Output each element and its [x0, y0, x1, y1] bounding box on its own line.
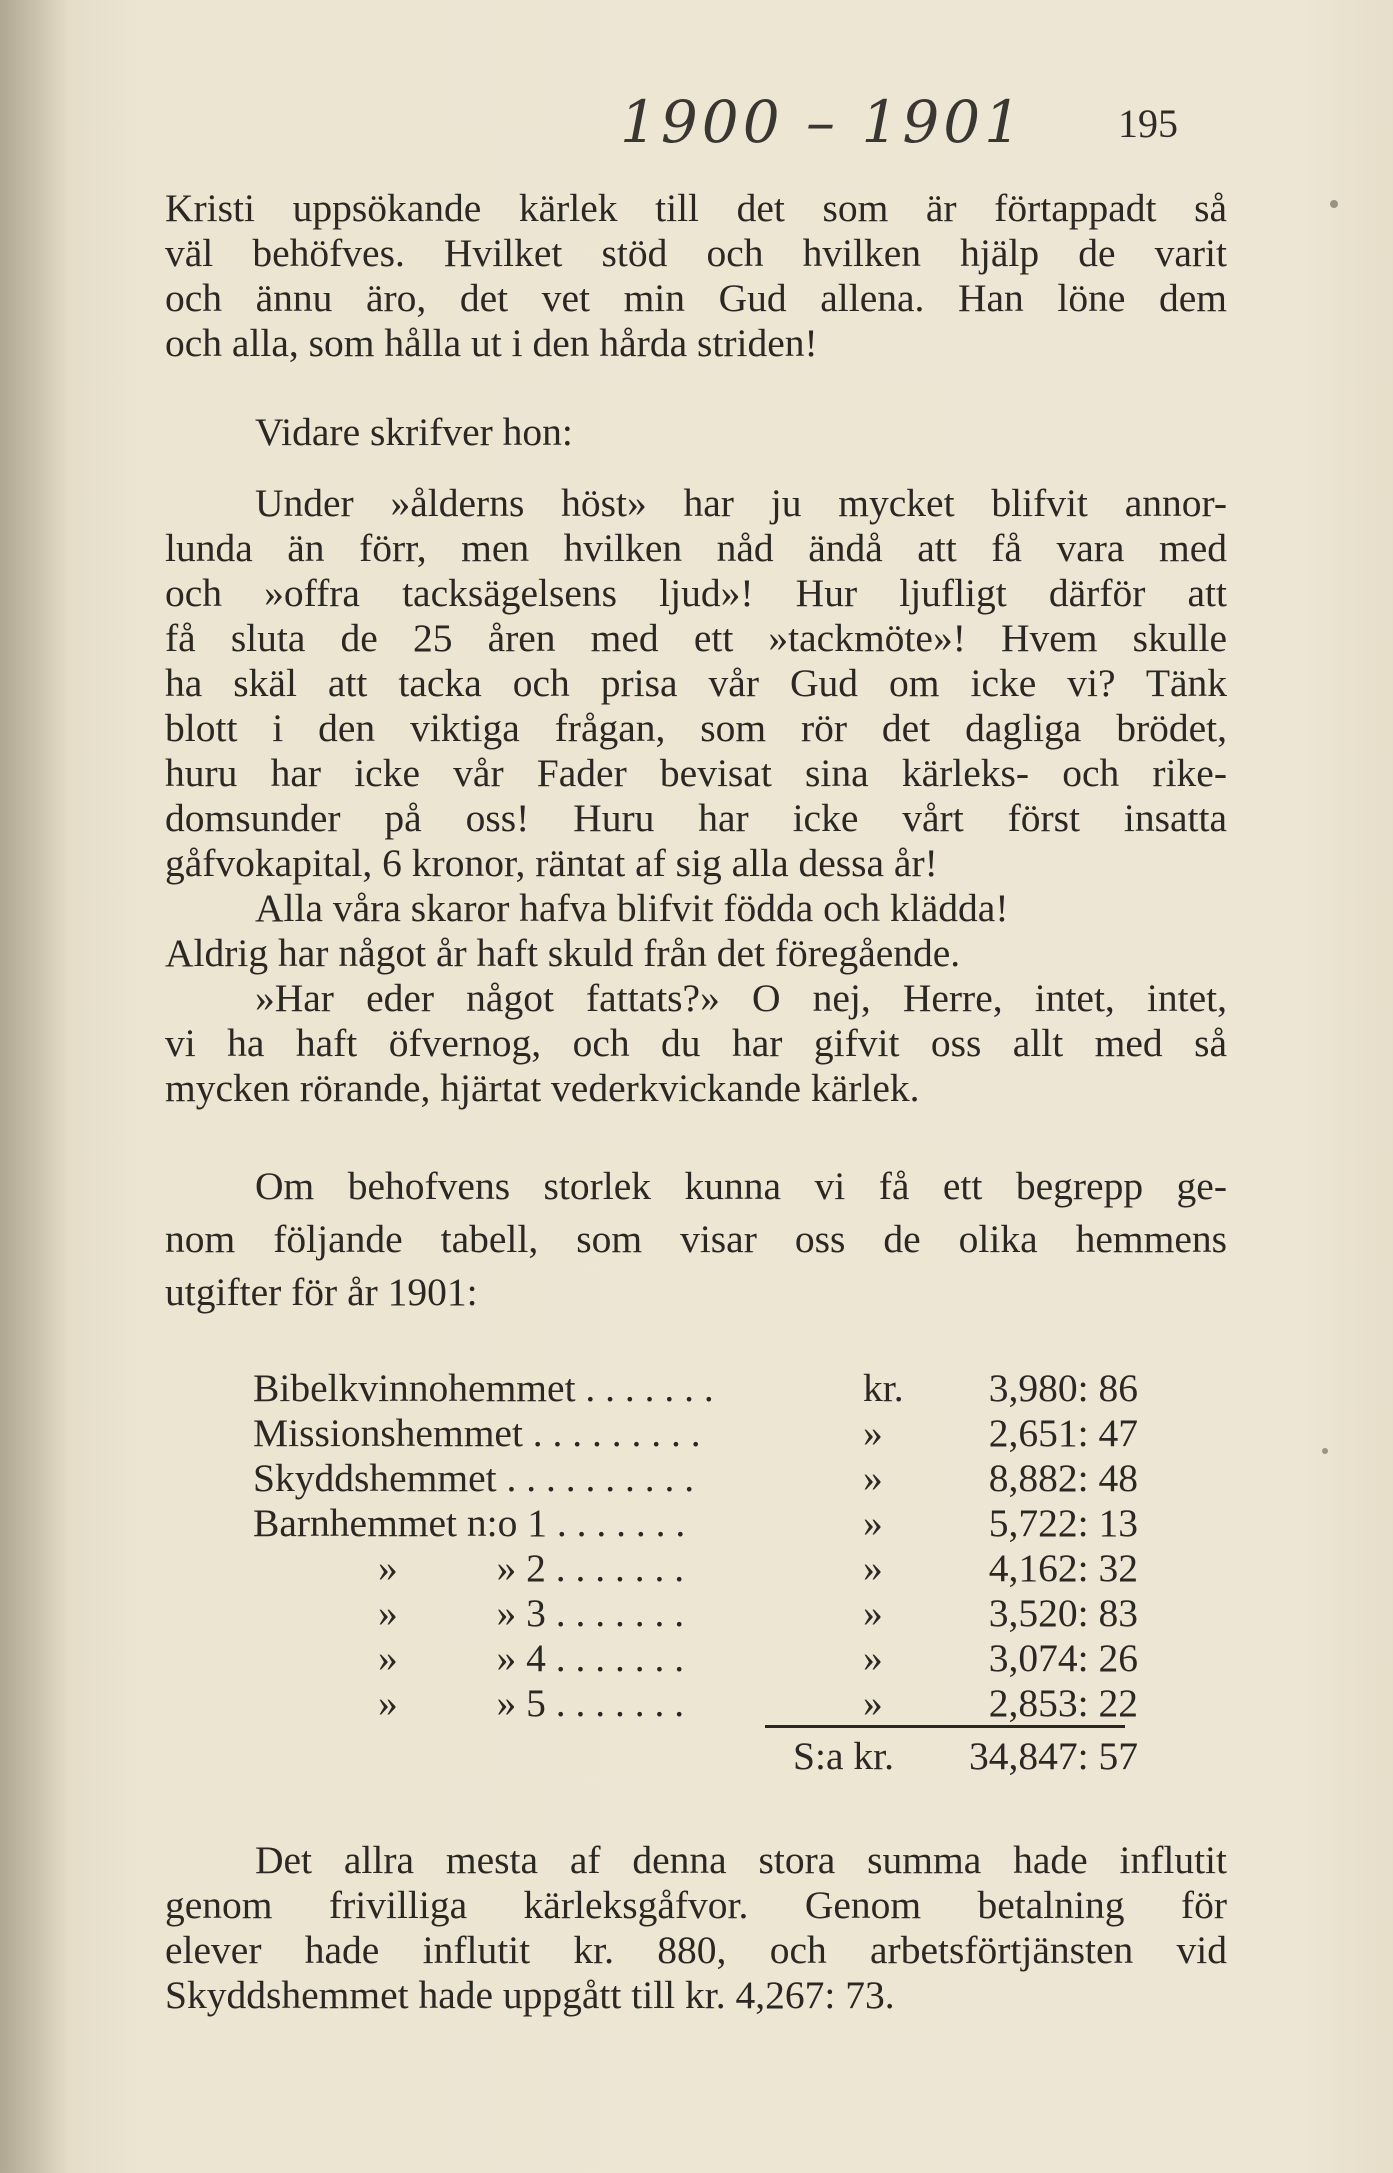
paragraph-3: [165, 481, 1227, 1111]
table-row: [253, 1410, 1138, 1455]
text-line: Under »ålderns höst» har ju mycket blifvit annor-: [255, 481, 1227, 525]
expenses-table: [253, 1365, 1138, 1778]
row-label: Bibelkvinnohemmet . . . . . . .: [253, 1366, 714, 1410]
text-line: Aldrig har något år haft skuld från det föregående.: [165, 931, 961, 975]
row-currency: »: [863, 1681, 883, 1725]
row-amount: 3,980: 86: [988, 1366, 1138, 1410]
row-label: » » 5 . . . . . . .: [378, 1681, 685, 1725]
text-line: nom följande tabell, som visar oss de olika hemmens: [165, 1217, 1227, 1261]
paper-speck: [1322, 1448, 1328, 1454]
text-line: domsunder på oss! Huru har icke vårt först insatta: [165, 796, 1227, 840]
paragraph-1: [165, 186, 1227, 366]
row-currency: »: [863, 1636, 883, 1680]
text-line: utgifter för år 1901:: [165, 1270, 478, 1314]
paragraph-2: [165, 410, 1227, 455]
table-row: [253, 1455, 1138, 1500]
text-line: mycken rörande, hjärtat vederkvickande kärlek.: [165, 1066, 920, 1110]
total-row: [253, 1733, 1138, 1778]
row-label: » » 4 . . . . . . .: [378, 1636, 685, 1680]
text-line: och »offra tacksägelsens ljud»! Hur ljufligt därför att: [165, 571, 1227, 615]
text-line: lunda än förr, men hvilken nåd ändå att få vara med: [165, 526, 1227, 570]
text-line: Om behofvens storlek kunna vi få ett begrepp ge-: [255, 1164, 1227, 1208]
row-currency: »: [863, 1501, 883, 1545]
row-currency: »: [863, 1456, 883, 1500]
row-label: Barnhemmet n:o 1 . . . . . . .: [253, 1501, 686, 1545]
row-amount: 3,520: 83: [988, 1591, 1138, 1635]
row-currency: »: [863, 1411, 883, 1455]
paper-speck: [1330, 200, 1338, 208]
gutter-shadow: [0, 0, 70, 2173]
row-amount: 3,074: 26: [988, 1636, 1138, 1680]
text-line: elever hade influtit kr. 880, och arbetsförtjänsten vid: [165, 1928, 1227, 1972]
text-line: väl behöfves. Hvilket stöd och hvilken hjälp de varit: [165, 231, 1227, 275]
text-line: få sluta de 25 åren med ett »tackmöte»! Hvem skulle: [165, 616, 1227, 660]
text-line: blott i den viktiga frågan, som rör det dagliga brödet,: [165, 706, 1227, 750]
row-currency: kr.: [863, 1366, 904, 1410]
row-amount: 4,162: 32: [988, 1546, 1138, 1590]
row-label: Skyddshemmet . . . . . . . . . .: [253, 1456, 695, 1500]
text-line: Kristi uppsökande kärlek till det som är förtappadt så: [165, 186, 1227, 230]
table-row: [253, 1635, 1138, 1680]
table-row: [253, 1545, 1138, 1590]
row-label: Missionshemmet . . . . . . . . .: [253, 1411, 701, 1455]
table-row: [253, 1590, 1138, 1635]
table-row: [253, 1680, 1138, 1725]
text-line: Skyddshemmet hade uppgått till kr. 4,267: 73.: [165, 1973, 895, 2017]
text-line: och alla, som hålla ut i den hårda striden!: [165, 321, 818, 365]
text-line: Vidare skrifver hon:: [255, 410, 573, 454]
text-line: Alla våra skaror hafva blifvit födda och klädda!: [255, 886, 1009, 930]
text-line: och ännu äro, det vet min Gud allena. Han löne dem: [165, 276, 1227, 320]
row-currency: »: [863, 1546, 883, 1590]
text-line: huru har icke vår Fader bevisat sina kärleks- och rike-: [165, 751, 1227, 795]
sum-rule: [765, 1725, 1125, 1728]
paragraph-4: [165, 1160, 1227, 1319]
row-amount: 8,882: 48: [988, 1456, 1138, 1500]
row-label: » » 2 . . . . . . .: [378, 1546, 685, 1590]
text-line: ha skäl att tacka och prisa vår Gud om icke vi? Tänk: [165, 661, 1227, 705]
text-line: »Har eder något fattats?» O nej, Herre, intet, intet,: [255, 976, 1227, 1020]
paragraph-5: [165, 1838, 1227, 2018]
table-row: [253, 1365, 1138, 1410]
text-line: gåfvokapital, 6 kronor, räntat af sig alla dessa år!: [165, 841, 938, 885]
row-amount: 5,722: 13: [988, 1501, 1138, 1545]
row-label: » » 3 . . . . . . .: [378, 1591, 685, 1635]
total-amount: 34,847: 57: [969, 1734, 1138, 1778]
text-line: Det allra mesta af denna stora summa hade influtit: [255, 1838, 1227, 1882]
total-label: S:a kr.: [793, 1734, 894, 1778]
table-row: [253, 1500, 1138, 1545]
row-amount: 2,651: 47: [988, 1411, 1138, 1455]
row-currency: »: [863, 1591, 883, 1635]
text-line: genom frivilliga kärleksgåfvor. Genom betalning för: [165, 1883, 1227, 1927]
text-line: vi ha haft öfvernog, och du har gifvit oss allt med så: [165, 1021, 1227, 1065]
page-number: 195: [1118, 101, 1178, 146]
handwritten-years: 1900 – 1901: [620, 88, 1026, 156]
row-amount: 2,853: 22: [988, 1681, 1138, 1725]
